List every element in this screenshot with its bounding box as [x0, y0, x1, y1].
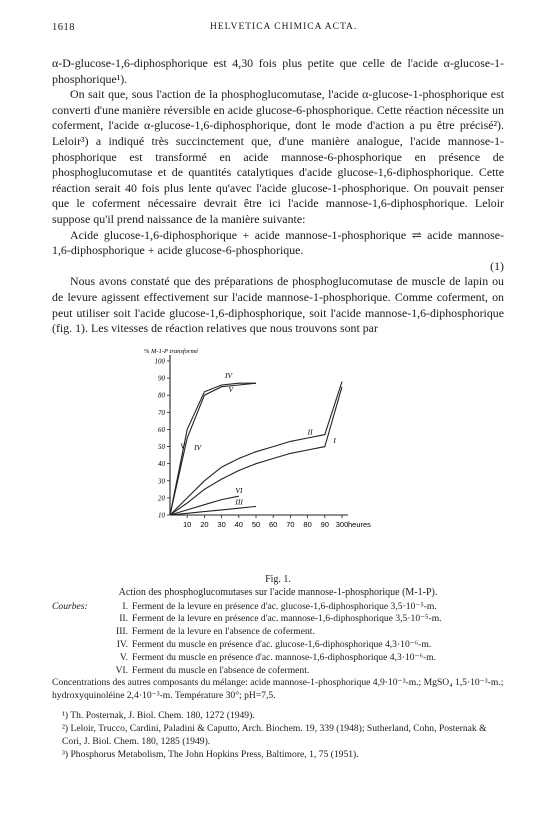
equation-number: (1)	[490, 258, 504, 273]
y-tick-label: 10	[158, 511, 165, 520]
y-tick-label: 90	[158, 374, 165, 383]
curve-text: Ferment de la levure en présence d'ac. mannose-1,6-diphosphorique 3,5·10⁻⁵-m.	[132, 613, 442, 625]
y-tick-label: 40	[158, 459, 165, 468]
equation-text: Acide glucose-1,6-diphosphorique + acide mannose-1-phosphorique ⇌ acide mannose-1,6-diphosphorique + acide glucose-6-phosphorique.	[52, 227, 504, 258]
curve-row	[52, 652, 504, 665]
x-tick-label: 300	[335, 519, 349, 529]
curve-num: III.	[116, 626, 128, 638]
curve-num: II.	[119, 613, 128, 625]
figure-label: Fig. 1.	[265, 573, 291, 585]
x-tick-label: 30	[217, 519, 226, 529]
curve-text: Ferment du muscle en l'absence de coferment.	[132, 664, 310, 676]
figure-caption	[52, 573, 504, 599]
curve-num: VI.	[115, 664, 128, 676]
x-tick-label: 90	[320, 519, 329, 529]
series-vi	[170, 496, 239, 515]
y-axis-label: % M-1-P transformé	[144, 347, 199, 355]
running-header	[52, 22, 504, 38]
paragraph: Nous avons constaté que des préparations de phosphoglucomutase de muscle de lapin ou de levure agissent effectivement sur l'acide mannose-1-phosphorique. Comme coferment, on peut utiliser soit l'acide glucose-1,6-diphosphorique, soit l'acide mannose-1,6-diphosphorique (fig. 1). Les vitesses de réaction relatives que nous trouvons sont par	[52, 274, 504, 336]
x-tick-label: 60	[269, 519, 278, 529]
curve-text: Ferment de la levure en présence d'ac. glucose-1,6-diphosphorique 3,5·10⁻⁵-m.	[132, 600, 437, 612]
curve-row	[52, 601, 504, 614]
y-tick-label: 100	[154, 357, 165, 366]
series-label: IV	[225, 370, 233, 380]
curve-num: V.	[119, 651, 128, 663]
experiment-conditions: Concentrations des autres composants du mélange: acide mannose-1-phosphorique 4,9·10⁻³-m.; MgSO₄ 1,5·10⁻³-m.; hydroxyquinoléine 2,4·10⁻³-m. Température 30°; pH=7,5.	[52, 677, 504, 702]
series-label: III	[235, 497, 243, 507]
curves-label: Courbes:	[52, 600, 88, 612]
series-label: I	[333, 435, 336, 445]
figure-1	[52, 343, 504, 571]
x-tick-label: 80	[303, 519, 312, 529]
x-tick-label: 20	[200, 519, 209, 529]
footnote: ²) Leloir, Trucco, Cardini, Paladini & Caputto, Arch. Biochem. 19, 339 (1948); Sutherland, Cohn, Posternak & Cori, J. Biol. Chem. 180, 1285 (1949).	[62, 723, 487, 748]
curve-row	[52, 639, 504, 652]
y-tick-label: 60	[158, 425, 165, 434]
y-tick-label: 70	[158, 408, 165, 417]
curve-num: I.	[122, 600, 128, 612]
curve-text: Ferment de la levure en l'absence de coferment.	[132, 626, 315, 638]
x-tick-label: 40	[234, 519, 243, 529]
curve-num: IV.	[116, 639, 128, 651]
paragraph: α-D-glucose-1,6-diphosphorique est 4,30 fois plus petite que celle de l'acide α-glucose-1-phosphorique¹).	[52, 56, 504, 86]
journal-title: HELVETICA CHIMICA ACTA.	[210, 22, 358, 32]
curve-text: Ferment du muscle en présence d'ac. mannose-1,6-diphosphorique 4,3·10⁻⁶-m.	[132, 651, 436, 663]
y-tick-label: 80	[158, 391, 165, 400]
series-label: IV	[194, 442, 202, 452]
y-tick-label: 50	[158, 442, 165, 451]
paragraph: On sait que, sous l'action de la phosphoglucomutase, l'acide α-glucose-1-phosphorique est converti d'une manière réversible en acide glucose-6-phosphorique. Cette réaction nécessite un coferment, l'acide α-glucose-1,6-diphosphorique, dont le mode d'action a pu être précisé²). Leloir³) a indiqué très succinctement que, d'une manière analogue, l'acide mannose-1-phosphorique est transformé en acide mannose-6-phosphorique en présence de phosphoglucomutase et de quantités catalytiques d'acide glucose-1,6-diphosphorique. Cette réaction serait 40 fois plus lente qu'avec l'acide glucose-1-phosphorique. On pouvait penser que le coferment nécessaire devrait être ici l'acide mannose-1,6-diphosphorique. Leloir suppose qu'il prend naissance de la manière suivante:	[52, 87, 504, 226]
page-number: 1618	[52, 22, 75, 33]
curve-row	[52, 665, 504, 678]
series-label: VI	[235, 485, 243, 495]
curve-text: Ferment du muscle en présence d'ac. glucose-1,6-diphosphorique 4,3·10⁻⁶-m.	[132, 639, 432, 651]
series-label: V	[228, 384, 234, 394]
curve-row	[52, 613, 504, 626]
series-label: V	[180, 440, 185, 450]
x-axis-label: heures	[348, 519, 371, 529]
y-tick-label: 20	[158, 494, 165, 503]
series-label: II	[307, 427, 313, 437]
curve-row	[52, 626, 504, 639]
page	[52, 22, 504, 761]
x-tick-label: 10	[183, 519, 192, 529]
footnotes	[52, 709, 504, 761]
x-tick-label: 70	[286, 519, 295, 529]
x-tick-label: 50	[251, 519, 261, 529]
chart	[120, 343, 380, 569]
y-tick-label: 30	[158, 476, 165, 485]
curve-legend	[52, 601, 504, 678]
article-body	[52, 56, 504, 337]
footnote: ¹) Th. Posternak, J. Biol. Chem. 180, 1272 (1949).	[62, 710, 255, 722]
figure-title: Action des phosphoglucomutases sur l'acide mannose-1-phosphorique (M-1-P).	[118, 586, 438, 598]
equation-number-row	[52, 259, 504, 275]
footnote: ³) Phosphorus Metabolism, The John Hopkins Press, Baltimore, 1, 75 (1951).	[62, 749, 359, 761]
